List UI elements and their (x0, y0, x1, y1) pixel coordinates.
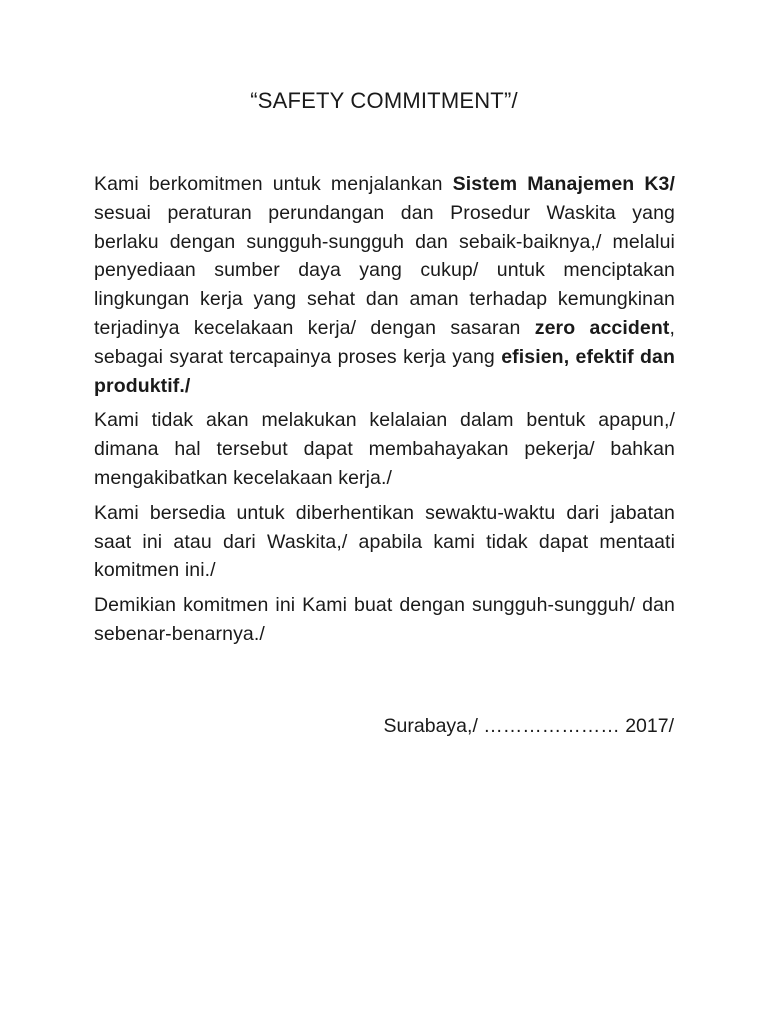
commitment-paragraph-2: Kami tidak akan melakukan kelalaian dalam bentuk apapun,/ dimana hal tersebut dapat membahayakan pekerja/ bahkan mengakibatkan kecelakaan kerja./ (94, 409, 675, 489)
commitment-paragraph-4: Demikian komitmen ini Kami buat dengan sungguh-sungguh/ dan sebenar-benarnya./ (94, 594, 675, 645)
paragraph-1-text-b: sesuai peraturan perundangan dan Prosedur Waskita yang berlaku dengan sungguh-sungguh dan sebaik-baiknya,/ melalui penyediaan sumber daya yang cukup/ untuk menciptakan lingkungan kerja yang sehat dan aman terhadap kemungkinan terjadinya kecelakaan kerja/ dengan sasaran (94, 201, 675, 339)
document-title: “SAFETY COMMITMENT”/ (250, 88, 518, 113)
commitment-paragraph-1 (94, 170, 675, 400)
paragraph-1-text-c: , sebagai syarat tercapainya proses kerja yang (94, 316, 675, 368)
place-date-line: Surabaya,/ ………………… 2017/ (383, 715, 674, 737)
paragraph-1-text-a: Kami berkomitmen untuk menjalankan (94, 173, 453, 195)
commitment-paragraph-3: Kami bersedia untuk diberhentikan sewaktu-waktu dari jabatan saat ini atau dari Waskita,/ apabila kami tidak dapat mentaati komitmen ini./ (94, 501, 675, 582)
paragraph-1-bold-zero-accident: zero accident (534, 316, 670, 339)
document-body (94, 170, 675, 655)
paragraph-1-bold-system: Sistem Manajemen K3/ (452, 173, 675, 195)
paragraph-1-bold-efficient: efisien, efektif dan produktif./ (94, 345, 675, 397)
